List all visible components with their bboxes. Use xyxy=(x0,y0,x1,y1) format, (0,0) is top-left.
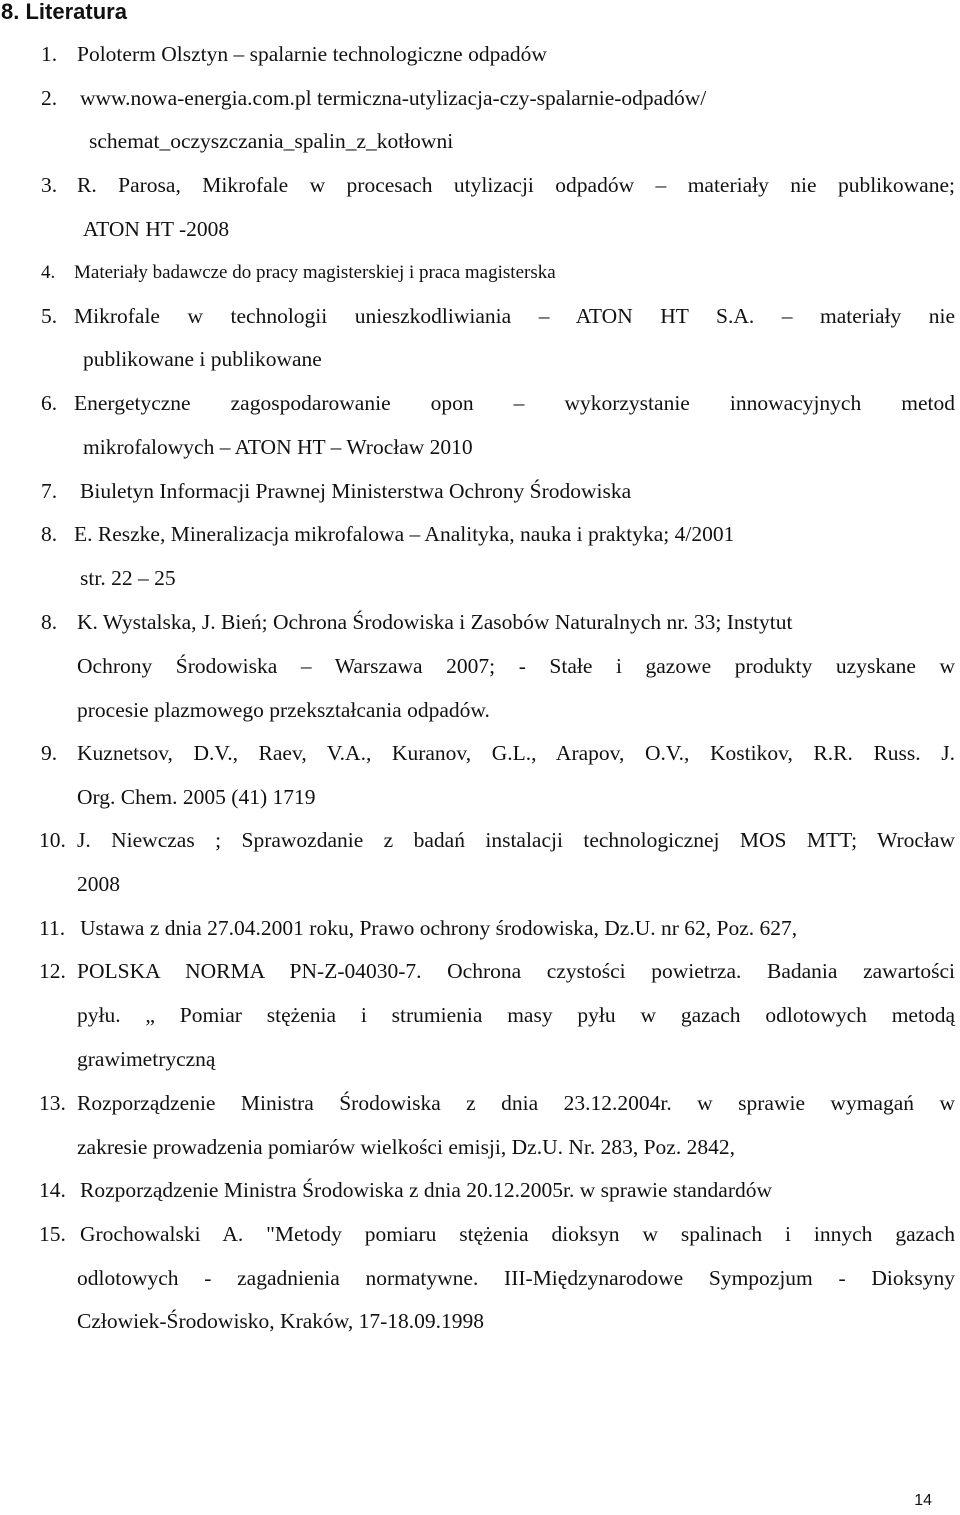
reference-number: 5. xyxy=(41,304,58,328)
reference-number: 10. xyxy=(39,828,66,852)
reference-text: publikowane i publikowane xyxy=(83,347,322,371)
reference-text: grawimetryczną xyxy=(77,1047,216,1071)
reference-text: Człowiek-Środowisko, Kraków, 17-18.09.1998 xyxy=(77,1309,485,1333)
reference-number: 12. xyxy=(39,959,66,983)
page-number: 14 xyxy=(914,1492,932,1509)
reference-text: Ustawa z dnia 27.04.2001 roku, Prawo ochrony środowiska, Dz.U. nr 62, Poz. 627, xyxy=(80,916,798,940)
reference-text: R. Parosa, Mikrofale w procesach utylizacji odpadów – materiały nie publikowane; xyxy=(77,173,955,197)
reference-number: 3. xyxy=(41,173,58,197)
reference-text: Mikrofale w technologii unieszkodliwiania – ATON HT S.A. – materiały nie xyxy=(74,304,955,328)
reference-number: 7. xyxy=(41,479,58,503)
reference-text: J. Niewczas ; Sprawozdanie z badań instalacji technologicznej MOS MTT; Wrocław xyxy=(77,828,955,852)
reference-text: procesie plazmowego przekształcania odpadów. xyxy=(77,698,490,722)
reference-number: 1. xyxy=(41,42,58,66)
reference-text: ATON HT -2008 xyxy=(83,217,230,241)
reference-text: Biuletyn Informacji Prawnej Ministerstwa Ochrony Środowiska xyxy=(80,479,632,503)
reference-text: Rozporządzenie Ministra Środowiska z dnia 23.12.2004r. w sprawie wymagań w xyxy=(77,1091,955,1115)
reference-text: Kuznetsov, D.V., Raev, V.A., Kuranov, G.L., Arapov, O.V., Kostikov, R.R. Russ. J. xyxy=(77,741,955,765)
reference-text: POLSKA NORMA PN-Z-04030-7. Ochrona czystości powietrza. Badania zawartości xyxy=(77,959,955,983)
reference-number: 2. xyxy=(41,86,58,110)
reference-text: mikrofalowych – ATON HT – Wrocław 2010 xyxy=(83,435,473,459)
reference-text: Org. Chem. 2005 (41) 1719 xyxy=(77,785,316,809)
reference-text: Poloterm Olsztyn – spalarnie technologiczne odpadów xyxy=(77,42,547,66)
reference-number: 11. xyxy=(39,916,66,940)
reference-text: schemat_oczyszczania_spalin_z_kotłowni xyxy=(89,129,454,153)
reference-number: 9. xyxy=(41,741,58,765)
reference-number: 14. xyxy=(39,1178,66,1202)
reference-text: K. Wystalska, J. Bień; Ochrona Środowiska i Zasobów Naturalnych nr. 33; Instytut xyxy=(77,610,793,634)
reference-text: zakresie prowadzenia pomiarów wielkości emisji, Dz.U. Nr. 283, Poz. 2842, xyxy=(77,1135,735,1159)
reference-text: Energetyczne zagospodarowanie opon – wykorzystanie innowacyjnych metod xyxy=(74,391,955,415)
reference-text: 2008 xyxy=(77,872,120,896)
reference-number: 15. xyxy=(39,1222,66,1246)
reference-text: pyłu. „ Pomiar stężenia i strumienia masy pyłu w gazach odlotowych metodą xyxy=(77,1003,955,1027)
reference-text: Grochowalski A. "Metody pomiaru stężenia dioksyn w spalinach i innych gazach xyxy=(80,1222,955,1246)
reference-number: 4. xyxy=(41,262,56,283)
reference-number: 8. xyxy=(41,522,58,546)
reference-text: str. 22 – 25 xyxy=(80,566,176,590)
section-heading: 8. Literatura xyxy=(1,0,127,24)
reference-text: odlotowych - zagadnienia normatywne. III-Międzynarodowe Sympozjum - Dioksyny xyxy=(77,1266,955,1290)
reference-number: 8. xyxy=(41,610,58,634)
reference-text: Ochrony Środowiska – Warszawa 2007; - Stałe i gazowe produkty uzyskane w xyxy=(77,654,955,678)
reference-number: 6. xyxy=(41,391,58,415)
reference-link[interactable]: www.nowa-energia.com.pl termiczna-utylizacja-czy-spalarnie-odpadów/ xyxy=(80,86,707,110)
reference-text: Rozporządzenie Ministra Środowiska z dnia 20.12.2005r. w sprawie standardów xyxy=(80,1178,773,1202)
reference-number: 13. xyxy=(39,1091,66,1115)
reference-text: Materiały badawcze do pracy magisterskiej i praca magisterska xyxy=(74,262,556,283)
reference-text: E. Reszke, Mineralizacja mikrofalowa – Analityka, nauka i praktyka; 4/2001 xyxy=(74,522,735,546)
